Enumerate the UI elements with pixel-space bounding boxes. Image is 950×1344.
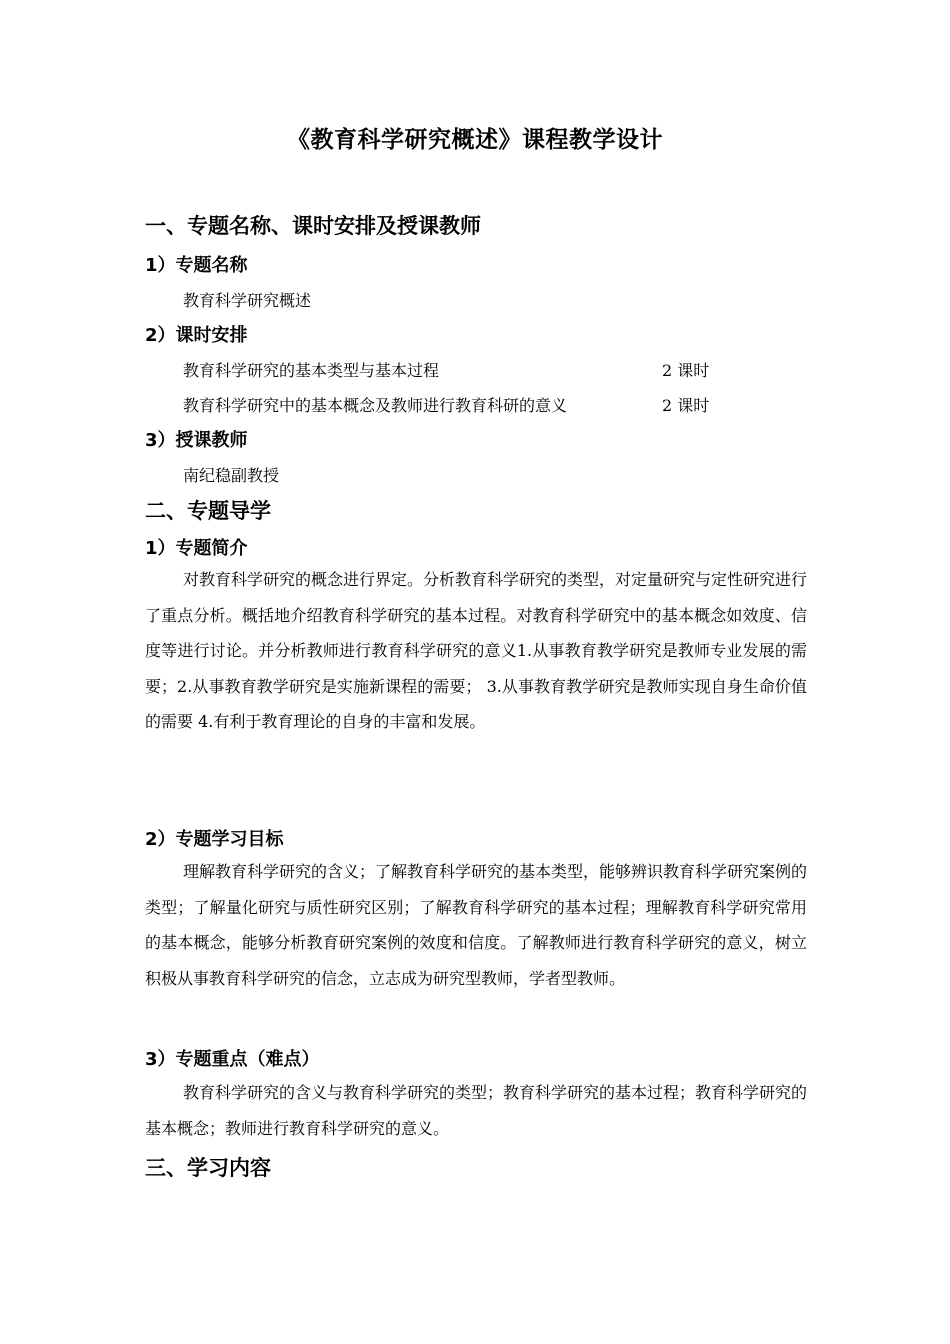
class-hours-row-topic: 教育科学研究中的基本概念及教师进行教育科研的意义 — [183, 396, 568, 415]
section-3-heading: 三、学习内容 — [145, 1156, 271, 1180]
section-1-heading: 一、专题名称、课时安排及授课教师 — [145, 214, 481, 238]
goals-heading: 2）专题学习目标 — [145, 829, 284, 850]
intro-heading: 1）专题简介 — [145, 538, 248, 559]
topic-name-heading: 1）专题名称 — [145, 255, 248, 276]
teacher-text: 南纪稳副教授 — [183, 466, 280, 485]
class-hours-row-hours: 2 课时 — [662, 361, 710, 380]
document-title: 《教育科学研究概述》课程教学设计 — [287, 127, 663, 153]
class-hours-row-hours: 2 课时 — [662, 396, 710, 415]
class-hours-row-topic: 教育科学研究的基本类型与基本过程 — [183, 361, 440, 380]
section-2-heading: 二、专题导学 — [145, 499, 271, 523]
topic-name-text: 教育科学研究概述 — [183, 291, 312, 310]
class-hours-heading: 2）课时安排 — [145, 325, 248, 346]
key-points-paragraph: 教育科学研究的含义与教育科学研究的类型；教育科学研究的基本过程；教育科学研究的基本概念；教师进行教育科学研究的意义。 — [145, 1083, 808, 1138]
goals-paragraph: 理解教育科学研究的含义；了解教育科学研究的基本类型，能够辨识教育科学研究案例的类型；了解量化研究与质性研究区别；了解教育科学研究的基本过程；理解教育科学研究常用的基本概念，能够分析教育研究案例的效度和信度。了解教师进行教育科学研究的意义，树立积极从事教育科学研究的信念，立志成为研究型教师，学者型教师。 — [145, 862, 808, 988]
key-points-heading: 3）专题重点（难点） — [145, 1049, 320, 1070]
intro-paragraph: 对教育科学研究的概念进行界定。分析教育科学研究的类型，对定量研究与定性研究进行了重点分析。概括地介绍教育科学研究的基本过程。对教育科学研究中的基本概念如效度、信度等进行讨论。并分析教师进行教育科学研究的意义1.从事教育教学研究是教师专业发展的需要；2.从事教育教学研究是实施新课程的需要； 3.从事教育教学研究是教师实现自身生命价值的需要 4.有利于教育理论的自身的丰富和发展。 — [145, 570, 808, 731]
teacher-heading: 3）授课教师 — [145, 430, 248, 451]
